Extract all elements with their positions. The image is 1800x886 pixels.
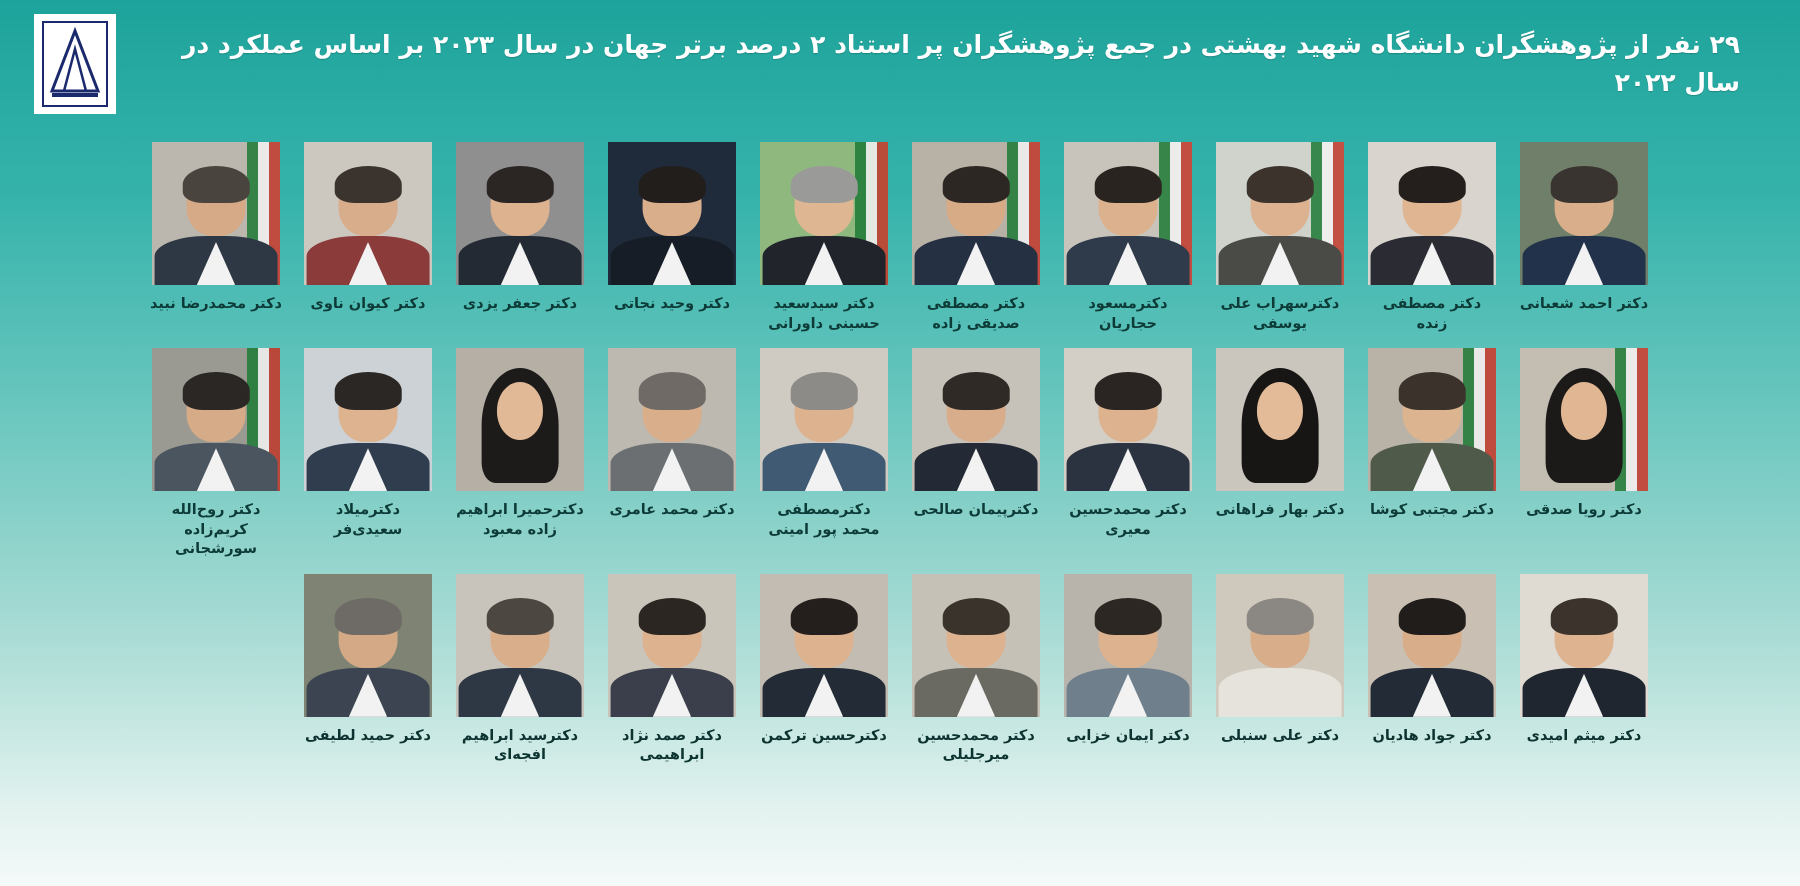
person-name: دکتر جعفر یزدی bbox=[462, 296, 578, 312]
person-name: دکتر جواد هادیان bbox=[1372, 727, 1492, 744]
person-card[interactable] bbox=[1520, 348, 1648, 521]
person-card[interactable] bbox=[760, 348, 888, 540]
person-card[interactable] bbox=[1520, 142, 1648, 315]
person-card[interactable] bbox=[1064, 348, 1192, 540]
person-name: دکتر مجتبی کوشا bbox=[1369, 502, 1495, 519]
person-name: دکتر حمید لطیفی bbox=[305, 727, 431, 744]
person-card[interactable] bbox=[1368, 142, 1496, 334]
person-photo bbox=[1368, 142, 1496, 285]
person-photo bbox=[1064, 574, 1192, 717]
person-name: دکتر ایمان خزایی bbox=[1066, 727, 1190, 744]
people-grid bbox=[0, 132, 1800, 886]
person-name: دکتر میثم امیدی bbox=[1526, 727, 1642, 744]
person-card[interactable] bbox=[912, 142, 1040, 334]
person-photo bbox=[1368, 574, 1496, 717]
person-photo bbox=[1520, 142, 1648, 285]
person-card[interactable] bbox=[152, 142, 280, 315]
person-card[interactable] bbox=[304, 142, 432, 315]
person-card[interactable] bbox=[912, 348, 1040, 521]
person-photo bbox=[152, 348, 280, 491]
people-row-2 bbox=[0, 348, 1800, 560]
poster-header bbox=[0, 0, 1800, 132]
person-name: دکترسید ابراهیم افجه‌ای bbox=[461, 727, 579, 764]
person-photo bbox=[1216, 574, 1344, 717]
person-name: دکتر محمدرضا نبید bbox=[150, 296, 282, 312]
person-photo bbox=[760, 348, 888, 491]
person-name: دکتر مصطفی صدیقی زاده bbox=[926, 296, 1026, 332]
person-name: دکترحسین ترکمن bbox=[761, 727, 887, 744]
person-card[interactable] bbox=[1368, 348, 1496, 521]
people-row-3 bbox=[0, 574, 1800, 766]
person-photo bbox=[456, 574, 584, 717]
person-photo bbox=[1216, 142, 1344, 285]
shahid-beheshti-university-logo bbox=[34, 14, 116, 114]
person-card[interactable] bbox=[456, 142, 584, 315]
person-photo bbox=[304, 574, 432, 717]
person-card[interactable] bbox=[608, 142, 736, 315]
person-photo bbox=[1064, 348, 1192, 491]
person-name: دکتر علی سنبلی bbox=[1220, 727, 1340, 744]
person-card[interactable] bbox=[304, 574, 432, 747]
person-photo bbox=[304, 348, 432, 491]
person-name: دکترسهراب علی یوسفی bbox=[1220, 296, 1340, 332]
person-photo bbox=[608, 574, 736, 717]
person-photo bbox=[760, 574, 888, 717]
person-name: دکتر محمدحسین میرجلیلی bbox=[917, 727, 1035, 764]
person-name: دکترمصطفی محمد پور امینی bbox=[768, 502, 880, 538]
person-photo bbox=[1216, 348, 1344, 491]
person-card[interactable] bbox=[608, 348, 736, 521]
person-card[interactable] bbox=[1368, 574, 1496, 747]
person-photo bbox=[152, 142, 280, 285]
person-card[interactable] bbox=[304, 348, 432, 540]
person-photo bbox=[304, 142, 432, 285]
person-card[interactable] bbox=[456, 574, 584, 766]
person-name: دکتر کیوان ناوی bbox=[310, 296, 426, 312]
people-row-1 bbox=[0, 142, 1800, 334]
person-name: دکتر رویا صدقی bbox=[1526, 502, 1642, 519]
person-card[interactable] bbox=[1520, 574, 1648, 747]
person-photo bbox=[1520, 574, 1648, 717]
person-card[interactable] bbox=[152, 348, 280, 560]
person-photo bbox=[1520, 348, 1648, 491]
person-photo bbox=[912, 348, 1040, 491]
person-photo bbox=[608, 142, 736, 285]
person-name: دکترمیلاد سعیدی‌فر bbox=[333, 502, 403, 538]
person-name: دکتر احمد شعبانی bbox=[1519, 296, 1649, 312]
person-photo bbox=[456, 348, 584, 491]
person-card[interactable] bbox=[760, 142, 888, 334]
person-name: دکتر وحید نجاتی bbox=[613, 296, 731, 312]
person-name: دکتر سیدسعید حسینی داورانی bbox=[768, 296, 880, 332]
person-name: دکتر روح‌الله کریم‌زاده سورشجانی bbox=[171, 502, 261, 558]
person-name: دکترپیمان صالحی bbox=[913, 502, 1039, 519]
person-photo bbox=[912, 574, 1040, 717]
person-card[interactable] bbox=[760, 574, 888, 747]
person-card[interactable] bbox=[1064, 142, 1192, 334]
person-name: دکترمسعود حجاریان bbox=[1088, 296, 1168, 332]
person-card[interactable] bbox=[608, 574, 736, 766]
person-photo bbox=[912, 142, 1040, 285]
person-card[interactable] bbox=[912, 574, 1040, 766]
person-name: دکترحمیرا ابراهیم زاده معبود bbox=[456, 502, 584, 538]
person-photo bbox=[456, 142, 584, 285]
person-name: دکتر صمد نژاد ابراهیمی bbox=[622, 727, 722, 764]
person-name: دکتر محمدحسین معیری bbox=[1069, 502, 1187, 538]
page-title: ۲۹ نفر از پژوهشگران دانشگاه شهید بهشتی در جمع پژوهشگران پر استناد ۲ درصد برتر جهان در سال ۲۰۲۳ بر اساس عملکرد در سال ۲۰۲۲ bbox=[182, 30, 1740, 97]
person-photo bbox=[1368, 348, 1496, 491]
person-name: دکتر محمد عامری bbox=[609, 502, 735, 519]
person-name: دکتر مصطفی زنده bbox=[1382, 296, 1482, 332]
person-card[interactable] bbox=[456, 348, 584, 540]
person-photo bbox=[760, 142, 888, 285]
person-card[interactable] bbox=[1216, 142, 1344, 334]
person-name: دکتر بهار فراهانی bbox=[1215, 502, 1345, 519]
person-card[interactable] bbox=[1064, 574, 1192, 747]
person-photo bbox=[1064, 142, 1192, 285]
person-card[interactable] bbox=[1216, 574, 1344, 747]
person-photo bbox=[608, 348, 736, 491]
person-card[interactable] bbox=[1216, 348, 1344, 521]
